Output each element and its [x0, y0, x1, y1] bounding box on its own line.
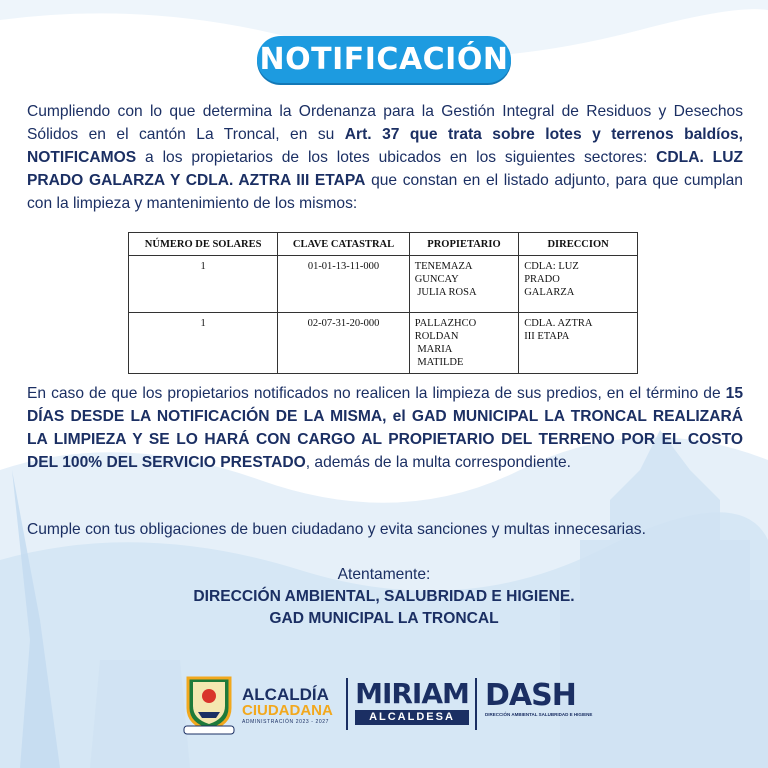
cell-direccion — [519, 256, 638, 313]
page-title: NOTIFICACIÓN — [259, 42, 509, 77]
cell-solares: 1 — [129, 256, 278, 313]
owner-line: MATILDE — [414, 357, 464, 368]
title-banner — [257, 36, 511, 83]
warning-paragraph — [27, 382, 743, 474]
alcaldia-line2: CIUDADANA — [242, 702, 333, 719]
alcaldia-line1: ALCALDÍA — [242, 685, 329, 704]
warning-text-1: En caso de que los propietarios notificados no realicen la limpieza de sus predios, en el término de — [27, 385, 726, 402]
address-line: CDLA: LUZ — [524, 261, 579, 272]
owner-line: PALLAZHCO — [414, 318, 477, 329]
address-line: PRADO — [524, 274, 560, 285]
address-line: CDLA. AZTRA — [524, 318, 593, 329]
reminder-text: Cumple con tus obligaciones de buen ciudadano y evita sanciones y multas innecesarias. — [27, 521, 646, 538]
dash-subtitle: DIRECCIÓN AMBIENTAL SALUBRIDAD E HIGIENE — [485, 712, 593, 717]
municipal-crest-icon — [180, 672, 238, 736]
logo-divider — [346, 678, 348, 730]
cell-clave: 01-01-13-11-000 — [278, 256, 409, 313]
intro-text-2: a los propietarios de los lotes ubicados en los siguientes sectores: — [136, 149, 657, 166]
table-row — [129, 313, 638, 374]
owner-line: TENEMAZA — [414, 261, 473, 272]
owner-line: JULIA ROSA — [414, 287, 477, 298]
intro-text-1: Cumpliendo con lo que determina la Ordenanza para la Gestión Integral de Residuos y Desechos Sólidos en el cantón La Troncal, en su — [27, 103, 743, 143]
signature-gad: GAD MUNICIPAL LA TRONCAL — [269, 610, 499, 627]
header-propietario: PROPIETARIO — [409, 233, 519, 256]
cell-propietario — [409, 256, 519, 313]
warning-text-2: , además de la multa correspondiente. — [305, 454, 571, 471]
table-row — [129, 256, 638, 313]
header-solares: NÚMERO DE SOLARES — [129, 233, 278, 256]
alcaldesa-text: ALCALDESA — [355, 710, 469, 725]
intro-bold-1: Art. 37 que trata sobre lotes y terrenos baldíos, NOTIFICAMOS — [27, 126, 743, 166]
alcaldia-ciudadana-logo — [242, 686, 342, 725]
owner-line: ROLDAN — [414, 331, 459, 342]
miriam-text: MIRIAM — [355, 677, 469, 710]
cell-propietario — [409, 313, 519, 374]
header-direccion: DIRECCION — [519, 233, 638, 256]
warning-bold: 15 DÍAS DESDE LA NOTIFICACIÓN DE LA MISMA, el GAD MUNICIPAL LA TRONCAL REALIZARÁ LA LIMPIEZA Y SE LO HARÁ CON CARGO AL PROPIETARIO DEL TERRENO POR EL COSTO DEL 100% DEL SERVICIO PRESTADO — [27, 385, 743, 471]
header-clave: CLAVE CATASTRAL — [278, 233, 409, 256]
miriam-alcaldesa-logo — [354, 677, 470, 725]
footer-logos — [170, 670, 600, 742]
signature-greeting: Atentamente: — [337, 566, 431, 583]
dash-text: DASH — [485, 678, 576, 713]
address-line: III ETAPA — [524, 331, 570, 342]
dash-logo — [485, 680, 597, 717]
cell-solares: 1 — [129, 313, 278, 374]
owner-line: GUNCAY — [414, 274, 459, 285]
alcaldia-line3: ADMINISTRACIÓN 2023 - 2027 — [242, 719, 330, 725]
signature-department: DIRECCIÓN AMBIENTAL, SALUBRIDAD E HIGIENE. — [193, 588, 575, 605]
logo-divider — [475, 678, 477, 730]
cell-direccion — [519, 313, 638, 374]
owner-line: MARIA — [414, 344, 453, 355]
intro-paragraph — [27, 100, 743, 215]
intro-text-3: que constan en el listado adjunto, para que cumplan con la limpieza y mantenimiento de los mismos: — [27, 172, 743, 212]
cell-clave: 02-07-31-20-000 — [278, 313, 409, 374]
lots-table — [128, 232, 638, 374]
intro-bold-sectors: CDLA. LUZ PRADO GALARZA Y CDLA. AZTRA III ETAPA — [27, 149, 743, 189]
table-header-row — [129, 233, 638, 256]
address-line: GALARZA — [524, 287, 575, 298]
